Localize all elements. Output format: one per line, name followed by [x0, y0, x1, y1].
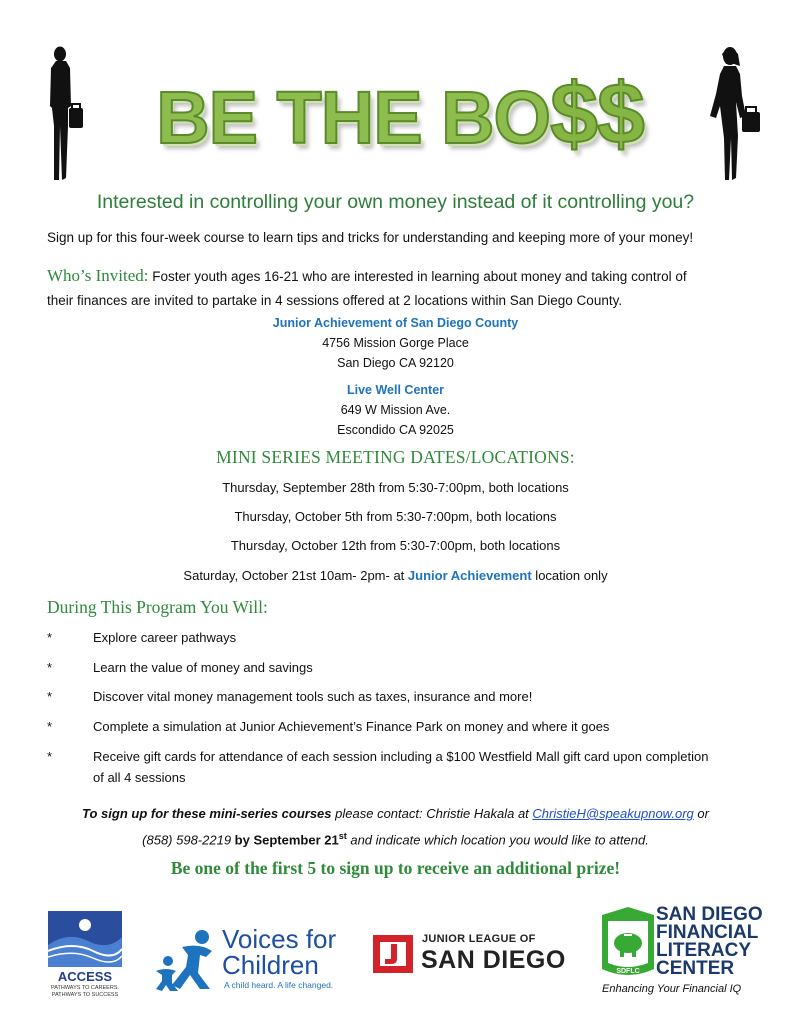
businessman-silhouette-icon: [46, 46, 90, 182]
signup-lead: To sign up for these mini-series courses: [82, 806, 332, 821]
list-item-text: Learn the value of money and savings: [93, 660, 313, 675]
signup-text-2: or: [693, 806, 709, 821]
invited-section: [47, 264, 759, 313]
bullet-star: *: [47, 719, 53, 734]
location-name: Junior Achievement of San Diego County: [272, 316, 519, 330]
date-row: Thursday, October 12th from 5:30-7:00pm, both locations: [230, 538, 561, 553]
date-row: Thursday, October 5th from 5:30-7:00pm, both locations: [234, 509, 557, 524]
access-wordmark: ACCESS: [57, 969, 113, 984]
sdflc-line-3: LITERACY: [656, 940, 751, 961]
title-main: BE THE BO: [156, 76, 551, 159]
tagline: Interested in controlling your own money instead of it controlling you?: [96, 191, 695, 213]
deadline: by September 21: [234, 832, 339, 848]
signup-text-3: and indicate which location you would like to attend.: [346, 832, 649, 848]
location-city: Escondido CA 92025: [337, 423, 454, 437]
intro-text: Sign up for this four-week course to learn tips and tricks for understanding and keeping more of your money!: [47, 230, 694, 245]
date-last-highlight: Junior Achievement: [407, 568, 532, 583]
email-link[interactable]: ChristieH@speakupnow.org: [532, 806, 694, 821]
list-item-text: Explore career pathways: [93, 630, 237, 645]
dates-heading: MINI SERIES MEETING DATES/LOCATIONS:: [216, 447, 575, 467]
invited-text-1: Foster youth ages 16-21 who are interested in learning about money and taking control of: [148, 269, 687, 284]
location-city: San Diego CA 92120: [337, 356, 454, 370]
vfc-line-1: Voices for: [222, 924, 337, 954]
voices-for-children-logo: [152, 925, 362, 995]
list-item-text: Receive gift cards for attendance of each session including a $100 Westfield Mall gift card upon completion of all 4 sessions: [93, 749, 709, 785]
vfc-line-2: Children: [222, 950, 319, 980]
access-tagline-2: PATHWAYS TO SUCCESS: [51, 992, 119, 998]
bullet-star: *: [47, 689, 53, 704]
location-junior-achievement: [0, 313, 791, 373]
date-last-prefix: Saturday, October 21st 10am- 2pm- at: [183, 568, 408, 583]
bullet-star: *: [47, 660, 53, 675]
junior-league-mark-icon: [373, 935, 413, 973]
list-item-text: Complete a simulation at Junior Achievement’s Finance Park on money and where it goes: [93, 719, 610, 734]
date-last-suffix: location only: [531, 568, 608, 583]
program-heading: During This Program You Will:: [47, 597, 268, 617]
list-item-text: Discover vital money management tools such as taxes, insurance and more!: [93, 689, 533, 704]
sdflc-line-4: CENTER: [656, 958, 735, 979]
access-tagline: [48, 985, 122, 999]
prize-text: Be one of the first 5 to sign up to receive an additional prize!: [170, 858, 621, 878]
list-item: [47, 657, 747, 678]
list-item: [47, 627, 747, 648]
bullet-star: *: [47, 749, 53, 764]
access-emblem-icon: [48, 911, 122, 967]
page-title: [130, 64, 670, 164]
sdflc-badge: SDFLC: [616, 968, 640, 975]
access-tagline-1: PATHWAYS TO CAREERS.: [50, 985, 120, 991]
list-item: [47, 746, 747, 788]
location-live-well: [0, 380, 791, 440]
signup-text-1: please contact: Christie Hakala at: [331, 806, 533, 821]
sdflc-line-2: FINANCIAL: [656, 922, 759, 943]
phone-number: (858) 598-2219: [142, 832, 235, 848]
list-item: [47, 716, 747, 737]
access-logo: [48, 911, 122, 997]
junior-league-line-1: JUNIOR LEAGUE OF: [422, 933, 536, 945]
location-name: Live Well Center: [346, 383, 445, 397]
sdflc-logo: [600, 905, 770, 1000]
piggy-bank-icon: [602, 907, 654, 979]
list-item: [47, 686, 747, 707]
date-row: Thursday, September 28th from 5:30-7:00pm, both locations: [222, 480, 569, 495]
location-street: 4756 Mission Gorge Place: [322, 336, 469, 350]
businesswoman-silhouette-icon: [700, 46, 764, 182]
invited-text-2: their finances are invited to partake in 4 sessions offered at 2 locations within San Diego County.: [47, 293, 623, 308]
deadline-suffix: st: [338, 831, 347, 841]
title-dollars: $$: [550, 66, 644, 162]
date-row-last: [0, 568, 791, 583]
signup-text: [40, 803, 751, 851]
invited-heading: Who’s Invited:: [47, 266, 149, 285]
location-street: 649 W Mission Ave.: [340, 403, 451, 417]
sdflc-line-1: SAN DIEGO: [656, 904, 763, 925]
vfc-tagline: A child heard. A life changed.: [224, 980, 334, 990]
bullet-star: *: [47, 630, 53, 645]
junior-league-line-2: SAN DIEGO: [421, 946, 566, 974]
junior-league-logo: [373, 933, 585, 978]
sdflc-tagline: Enhancing Your Financial IQ: [602, 983, 742, 995]
children-figures-icon: [152, 927, 220, 991]
